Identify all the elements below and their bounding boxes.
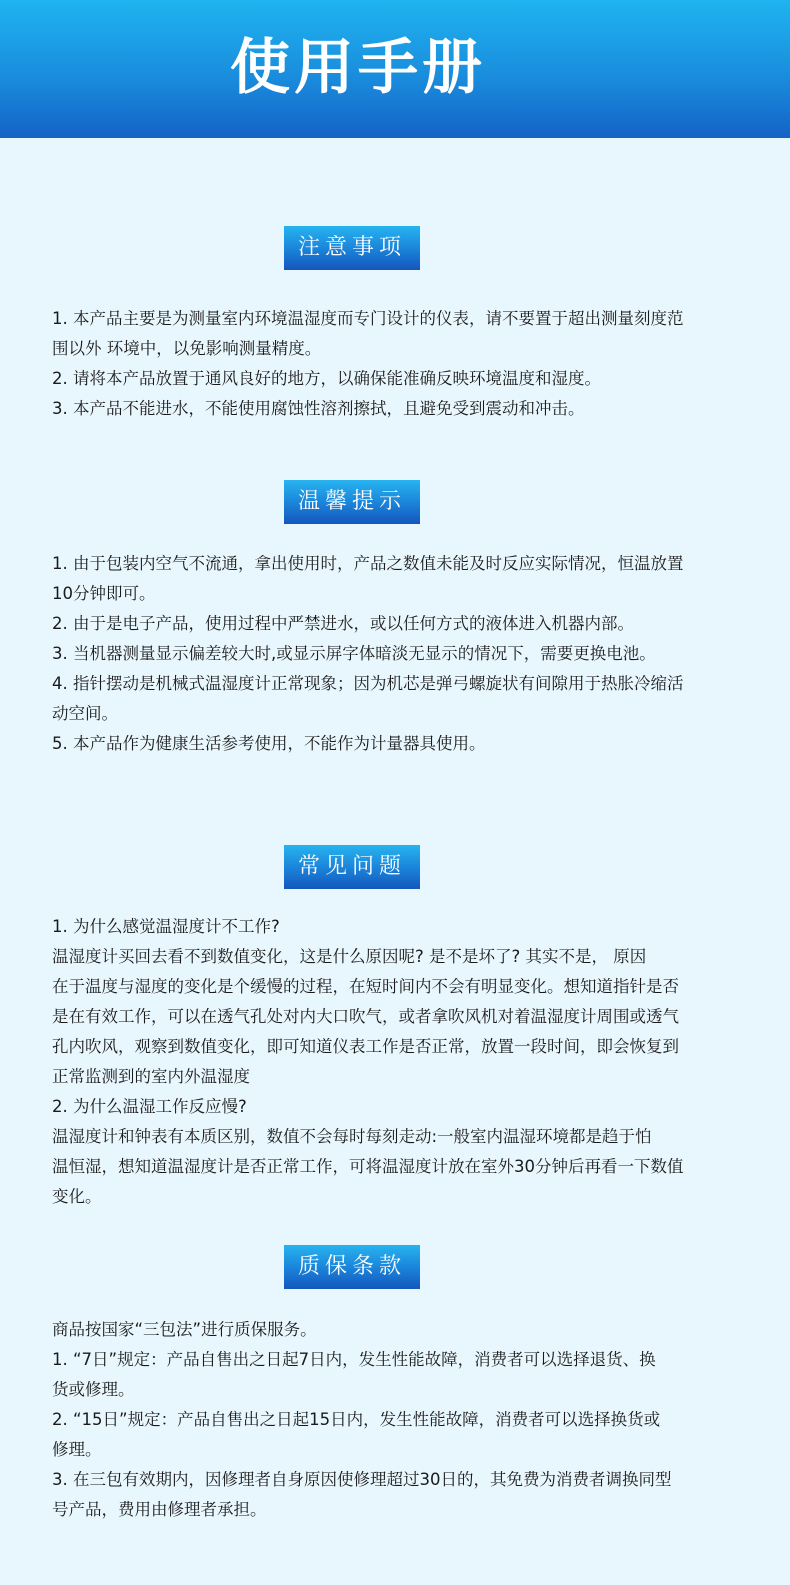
section-body-warranty bbox=[52, 1315, 752, 1525]
section-title-faq: 常见问题 bbox=[284, 845, 420, 889]
text-line: 10分钟即可。 bbox=[52, 584, 156, 603]
text-line: 5. 本产品作为健康生活参考使用，不能作为计量器具使用。 bbox=[52, 734, 486, 753]
text-line: 2. “15日”规定：产品自售出之日起15日内，发生性能故障，消费者可以选择换货或 bbox=[52, 1410, 661, 1429]
section-body-precautions bbox=[52, 304, 752, 424]
text-line: 3. 在三包有效期内，因修理者自身原因使修理超过30日的，其免费为消费者调换同型 bbox=[52, 1470, 672, 1489]
text-line: 2. 为什么温湿工作反应慢? bbox=[52, 1097, 247, 1116]
text-line: 温恒湿，想知道温湿度计是否正常工作，可将温湿度计放在室外30分钟后再看一下数值 bbox=[52, 1157, 684, 1176]
section-title-tips: 温馨提示 bbox=[284, 480, 420, 524]
text-line: 在于温度与湿度的变化是个缓慢的过程，在短时间内不会有明显变化。想知道指针是否 bbox=[52, 977, 679, 996]
text-line: 4. 指针摆动是机械式温湿度计正常现象；因为机芯是弹弓螺旋状有间隙用于热胀冷缩活 bbox=[52, 674, 684, 693]
text-line: 3. 本产品不能进水，不能使用腐蚀性溶剂擦拭，且避免受到震动和冲击。 bbox=[52, 399, 585, 418]
text-line: 是在有效工作，可以在透气孔处对内大口吹气，或者拿吹风机对着温湿度计周围或透气 bbox=[52, 1007, 679, 1026]
text-line: 正常监测到的室内外温湿度 bbox=[52, 1067, 250, 1086]
text-line: 温湿度计买回去看不到数值变化，这是什么原因呢? 是不是坏了? 其实不是， 原因 bbox=[52, 947, 647, 966]
page-header bbox=[0, 0, 790, 138]
text-line: 2. 由于是电子产品，使用过程中严禁进水，或以任何方式的液体进入机器内部。 bbox=[52, 614, 634, 633]
text-line: 3. 当机器测量显示偏差较大时,或显示屏字体暗淡无显示的情况下，需要更换电池。 bbox=[52, 644, 656, 663]
text-line: 商品按国家“三包法”进行质保服务。 bbox=[52, 1320, 317, 1339]
text-line: 1. 由于包装内空气不流通，拿出使用时，产品之数值未能及时反应实际情况，恒温放置 bbox=[52, 554, 684, 573]
page-title: 使用手册 bbox=[230, 33, 486, 103]
text-line: 号产品，费用由修理者承担。 bbox=[52, 1500, 267, 1519]
text-line: 1. 为什么感觉温湿度计不工作? bbox=[52, 917, 280, 936]
text-line: 孔内吹风，观察到数值变化，即可知道仪表工作是否正常，放置一段时间，即会恢复到 bbox=[52, 1037, 679, 1056]
section-body-tips bbox=[52, 549, 752, 759]
text-line: 1. 本产品主要是为测量室内环境温湿度而专门设计的仪表，请不要置于超出测量刻度范 bbox=[52, 309, 684, 328]
section-title-precautions: 注意事项 bbox=[284, 226, 420, 270]
section-title-warranty: 质保条款 bbox=[284, 1245, 420, 1289]
text-line: 温湿度计和钟表有本质区别，数值不会每时每刻走动:一般室内温湿环境都是趋于怕 bbox=[52, 1127, 652, 1146]
text-line: 1. “7日”规定：产品自售出之日起7日内，发生性能故障，消费者可以选择退货、换 bbox=[52, 1350, 656, 1369]
text-line: 2. 请将本产品放置于通风良好的地方，以确保能准确反映环境温度和湿度。 bbox=[52, 369, 601, 388]
text-line: 变化。 bbox=[52, 1187, 102, 1206]
text-line: 货或修理。 bbox=[52, 1380, 135, 1399]
text-line: 修理。 bbox=[52, 1440, 102, 1459]
section-body-faq bbox=[52, 912, 752, 1212]
text-line: 围以外 环境中，以免影响测量精度。 bbox=[52, 339, 322, 358]
text-line: 动空间。 bbox=[52, 704, 118, 723]
